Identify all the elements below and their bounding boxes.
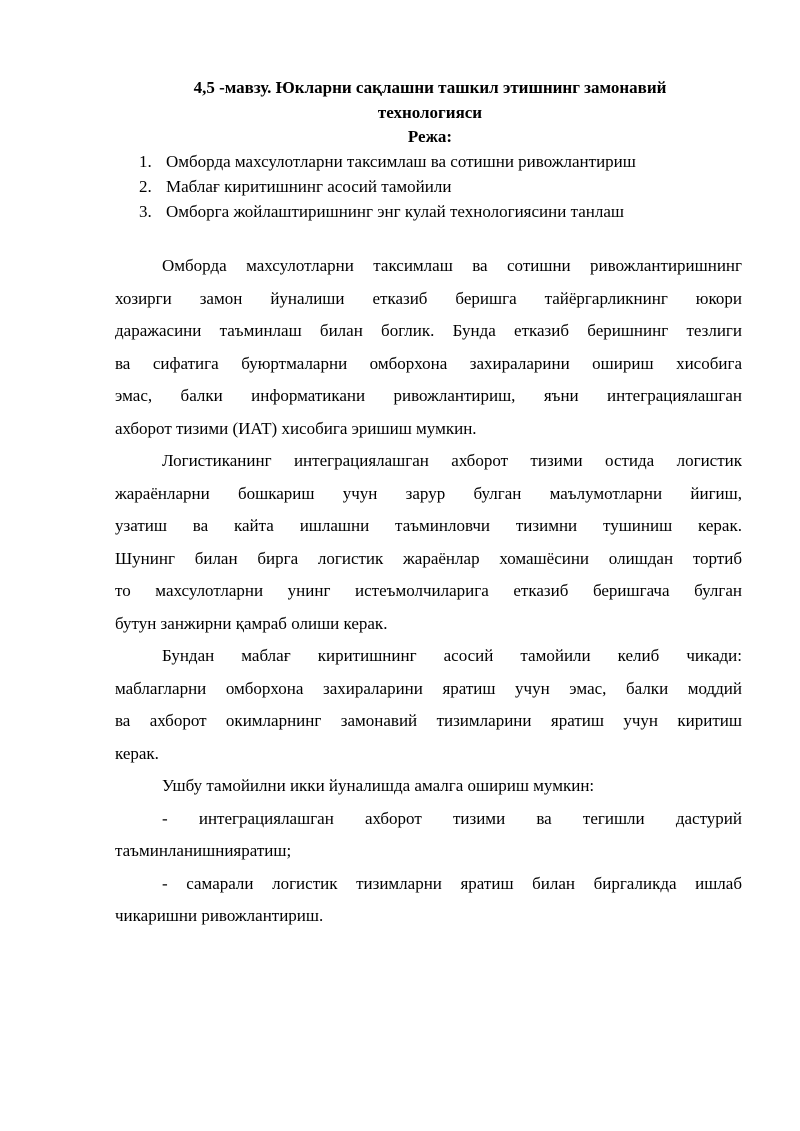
paragraph-line: даражасини таъминлаш билан боглик. Бунда етказиб беришнинг тезлиги — [115, 321, 742, 340]
plan-item-number: 3. — [139, 202, 152, 221]
topic-title: 4,5 -мавзу. Юкларни сақлашни ташкил этишнинг замонавий — [193, 78, 667, 97]
paragraph-line: бутун занжирни қамраб олиши керак. — [115, 613, 388, 633]
bullet-line: таъминланишнияратиш; — [115, 841, 292, 860]
paragraph-line: Шунинг билан бирга логистик жараёнлар хомашёсини олишдан тортиб — [115, 548, 742, 568]
plan-item — [139, 199, 636, 224]
paragraph-line: Омборда махсулотларни таксимлаш ва сотишни ривожлантиришнинг — [162, 256, 742, 275]
paragraph-line: Логистиканинг интеграциялашган ахборот тизими остида логистик — [162, 451, 742, 470]
plan-item-number: 1. — [139, 152, 152, 171]
paragraph-line: то махсулотларни унинг истеъмолчиларига етказиб беришгача булган — [115, 581, 742, 600]
bullet-line: - самарали логистик тизимларни яратиш билан биргаликда ишлаб — [162, 873, 742, 893]
paragraph-line: ахборот тизими (ИАТ) хисобига эришиш мумкин. — [115, 418, 477, 438]
topic-title-continued: технологияси — [377, 103, 483, 122]
paragraph-line: маблагларни омборхона захираларини яратиш учун эмас, балки моддий — [115, 678, 742, 698]
bullet-line: чикаришни ривожлантириш. — [115, 906, 324, 925]
plan-item-text: Омборга жойлаштиришнинг энг кулай технологиясини танлаш — [166, 202, 624, 221]
paragraph-line: Ушбу тамойилни икки йуналишда амалга ошириш мумкин: — [162, 776, 595, 795]
plan-item-number: 2. — [139, 177, 152, 196]
paragraph-line: узатиш ва кайта ишлашни таъминловчи тизимни тушиниш керак. — [115, 516, 742, 535]
paragraph-line: эмас, балки информатикани ривожлантириш, яъни интеграциялашган — [115, 386, 742, 405]
plan-item-text: Маблағ киритишнинг асосий тамойили — [166, 177, 452, 196]
body-text — [115, 250, 742, 933]
paragraph-line: ва ахборот окимларнинг замонавий тизимларини яратиш учун киритиш — [115, 711, 742, 730]
paragraph-line: хозирги замон йуналиши етказиб беришга тайёргарликнинг юкори — [115, 288, 742, 308]
paragraph-line: ва сифатига буюртмаларни омборхона захираларини ошириш хисобига — [115, 353, 742, 373]
bullet-line: - интеграциялашган ахборот тизими ва тегишли дастурий — [162, 808, 742, 828]
plan-item-text: Омборда махсулотларни таксимлаш ва сотишни ривожлантириш — [166, 152, 636, 171]
paragraph-line: Бундан маблағ киритишнинг асосий тамойили келиб чикади: — [162, 646, 742, 665]
plan-item — [139, 149, 636, 174]
plan-heading: Режа: — [407, 127, 453, 146]
plan-list — [139, 149, 636, 224]
plan-item — [139, 174, 636, 199]
paragraph-line: керак. — [115, 743, 159, 763]
paragraph-line: жараёнларни бошкариш учун зарур булган маълумотларни йигиш, — [115, 483, 742, 503]
